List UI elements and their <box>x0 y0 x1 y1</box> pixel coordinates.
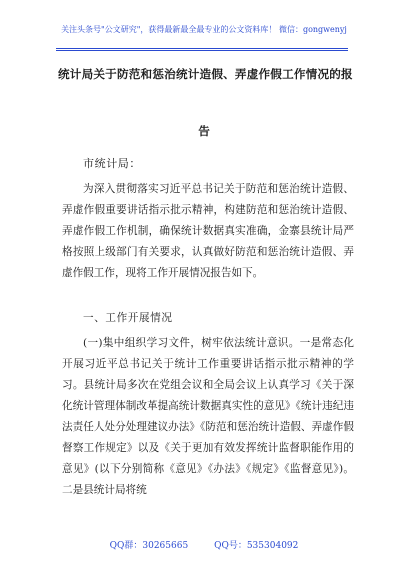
header-banner: 关注头条号"公文研究"，获得最新最全最专业的公文资料库！ 微信：gongwenyj <box>61 25 347 34</box>
document-title: 统计局关于防范和惩治统计造假、弄虚作假工作情况的报 <box>58 67 353 81</box>
intro-paragraph: 为深入贯彻落实习近平总书记关于防范和惩治统计造假、弄虚作假重要讲话指示批示精神，构建防范和惩治统计造假、弄虚作假工作机制，确保统计数据真实准确，金寨县统计局严格按照上级部门有关要求，认真做好防范和惩治统计造假、弄虚作假工作，现将工作开展情况报告如下。 <box>62 183 354 279</box>
header-divider <box>56 48 348 51</box>
section-heading: 一、工作开展情况 <box>83 312 173 324</box>
footer-qq-number: QQ号：535304092 <box>214 541 299 551</box>
footer-qq-group: QQ群：30265665 <box>109 541 189 551</box>
footer-contact <box>0 538 408 551</box>
salutation: 市统计局： <box>83 157 141 170</box>
body-paragraph: (一)集中组织学习文件，树牢依法统计意识。一是常态化开展习近平总书记关于统计工作重要讲话指示批示精神的学习。县统计局多次在党组会议和全局会议上认真学习《关于深化统计管理体制改革提高统计数据真实性的意见》《统计违纪违法责任人处分处理建议办法》《防范和惩治统计造假、弄虚作假督察工作规定》以及《关于更加有效发挥统计监督职能作用的意见》(以下分别简称《意见》《办法》《规定》《监督意见》)。二是县统计局将统 <box>62 337 354 496</box>
document-title-continuation: 告 <box>198 124 210 138</box>
